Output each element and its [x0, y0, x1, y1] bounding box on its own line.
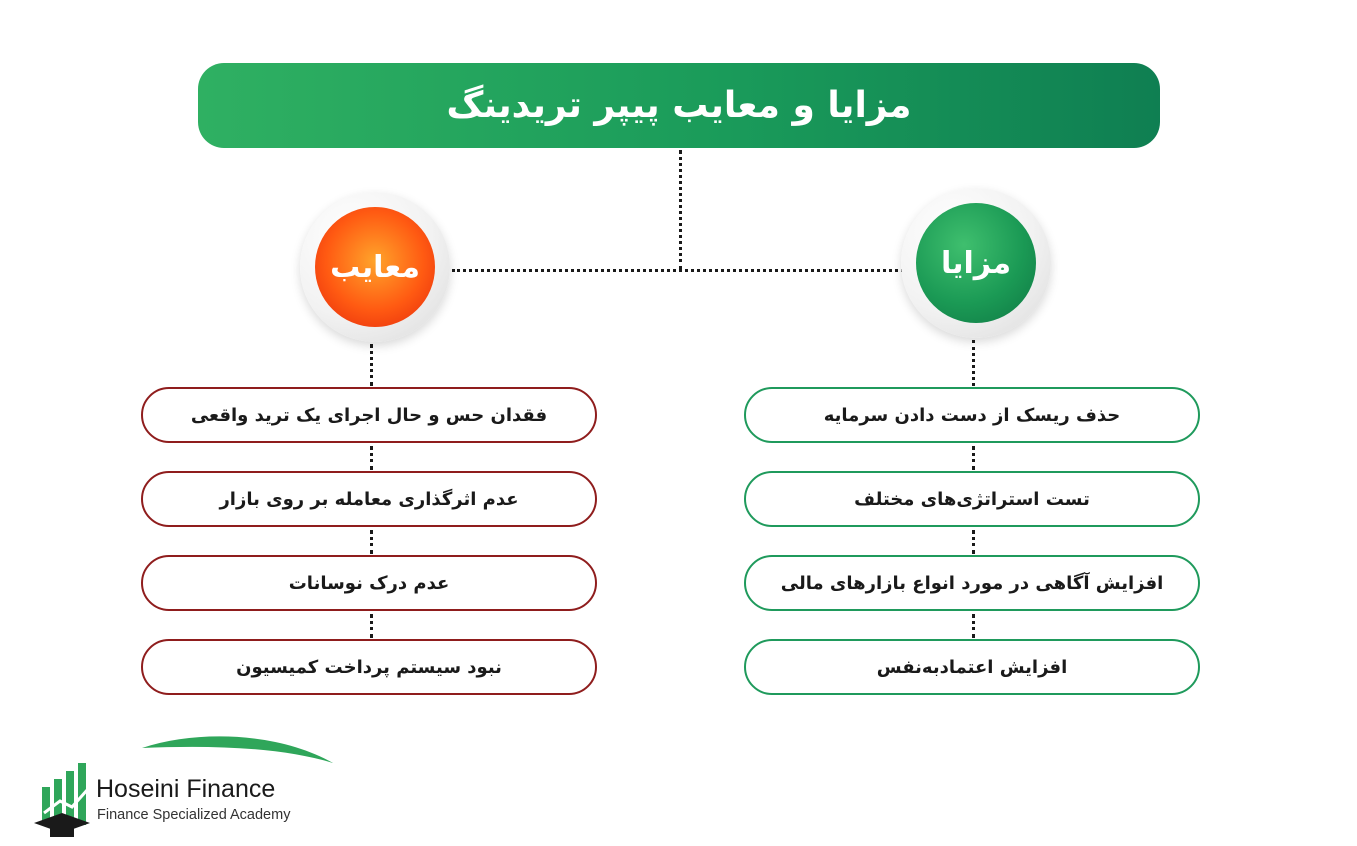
advantage-item: تست استراتژی‌های مختلف [744, 471, 1200, 527]
disadvantage-item: عدم اثرگذاری معامله بر روی بازار [141, 471, 597, 527]
logo-swoosh-icon [142, 736, 333, 763]
title-banner [198, 63, 1160, 148]
connector-disadvantages-2 [370, 446, 373, 470]
connector-advantages-4 [972, 614, 975, 638]
brand-tagline: Finance Specialized Academy [97, 807, 291, 823]
advantages-label: مزایا [916, 203, 1036, 323]
connector-disadvantages-1 [370, 344, 373, 386]
title-part-2: پیپر تریدینگ [446, 85, 660, 126]
page-title [447, 85, 912, 126]
advantages-circle [901, 188, 1051, 338]
advantage-item: افزایش اعتمادبه‌نفس [744, 639, 1200, 695]
disadvantage-item: عدم درک نوسانات [141, 555, 597, 611]
advantage-item: حذف ریسک از دست دادن سرمایه [744, 387, 1200, 443]
advantage-item: افزایش آگاهی در مورد انواع بازارهای مالی [744, 555, 1200, 611]
disadvantages-label: معایب [315, 207, 435, 327]
connector-advantages-1 [972, 340, 975, 386]
connector-advantages-3 [972, 530, 975, 554]
connector-title-down [679, 150, 682, 270]
title-part-1: مزایا و معایب [672, 85, 912, 126]
disadvantage-item: فقدان حس و حال اجرای یک ترید واقعی [141, 387, 597, 443]
disadvantage-item: نبود سیستم پرداخت کمیسیون [141, 639, 597, 695]
brand-name: Hoseini Finance [96, 775, 276, 803]
connector-disadvantages-3 [370, 530, 373, 554]
connector-disadvantages-4 [370, 614, 373, 638]
disadvantages-circle [300, 192, 450, 342]
connector-advantages-2 [972, 446, 975, 470]
connector-horizontal [452, 269, 904, 272]
